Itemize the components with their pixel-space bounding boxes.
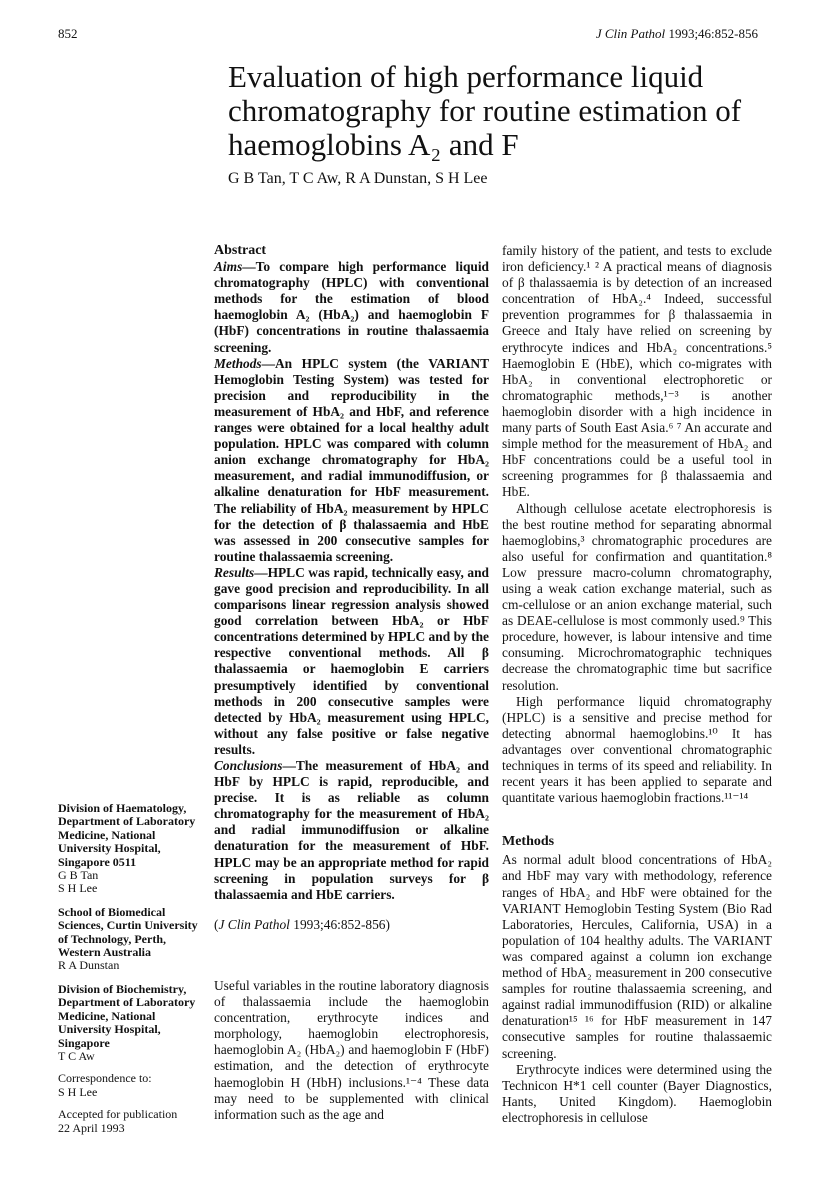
right-column [502,243,772,1126]
aims-label: Aims [214,259,243,275]
methods-paragraph-2: Erythrocyte indices were determined using the Technicon H*1 cell counter (Bayer Diagnostics, Hants, United Kingdom). Haemoglobin electrophoresis in cellulose [502,1061,772,1125]
abstract-methods [214,356,489,565]
accepted-note [58,1108,208,1135]
abstract-heading: Abstract [214,243,267,258]
right-paragraph-2: Although cellulose acetate electrophoresis is the best routine method for separating abnormal haemoglobins,³ chromatographic procedures are also useful for confirmation and quantitation.⁸ Low pressure macro-column chromatography, using a weak cation exchange material, such as cm-cellulose or an anion exchange material, such as DEAE-cellulose is most commonly used.⁹ This procedure, however, is labour intensive and time consuming. Microchromatographic techniques decrease the chromatographic time but sacrifice resolution. [502,500,772,693]
affiliation-2-name: R A Dunstan [58,958,120,973]
affiliation-1-institution: Division of Haematology, Department of Laboratory Medicine, National University Hospital, Singapore 0511 [58,801,196,869]
affiliation-1 [58,802,208,896]
introduction-section [214,978,489,1123]
affiliation-3-institution: Division of Biochemistry, Department of Laboratory Medicine, National University Hospital, Singapore [58,981,196,1050]
affiliation-3 [58,983,208,1063]
abstract-section [214,243,489,933]
affiliation-2-institution: School of Biomedical Sciences, Curtin University of Technology, Perth, Western Australia [58,904,198,960]
conclusions-text: —The measurement of HbA₂ and HbF by HPLC is rapid, reproducible, and precise. It is as reliable as column chromatography for the measurement of HbA₂ and radial immunodiffusion or alkaline denaturation for the measurement of HbF. HPLC may be an appropriate method for rapid screening in population surveys for β thalassaemia and HbE carriers. [214,758,489,902]
running-head [596,26,758,42]
aims-text: —To compare high performance liquid chromatography (HPLC) with conventional methods for the estimation of blood haemoglobin A₂ (HbA₂) and haemoglobin F (HbF) concentrations in routine thalassaemia screening. [214,259,489,355]
right-paragraph-1: family history of the patient, and tests to exclude iron deficiency.¹ ² A practical means of diagnosis of β thalassaemia is by detection of an increased concentration of HbA₂.⁴ Indeed, successful prevention programmes for β thalassaemia in Greece and Italy have relied on screening by erythrocyte indices and HbA₂ concentrations.⁵ Haemoglobin E (HbE), which co-migrates with HbA₂ in conventional electrophoretic or chromatographic methods,¹⁻³ is another haemoglobin disorder with a high incidence in many parts of South East Asia.⁶ ⁷ An accurate and simple method for the measurement of HbA₂ and HbF concentrations could be a useful tool in screening programmes for β thalassaemia and HbE. [502,243,772,500]
affiliation-1-name: G B Tan [58,868,99,883]
accepted-date: 22 April 1993 [58,1120,125,1135]
methods-paragraph-1: As normal adult blood concentrations of HbA₂ and HbF may vary with methodology, reference ranges of HbA₂ and HbF were obtained for the VARIANT Hemoglobin Testing System (Bio Rad Laboratories, Hercules, California, USA) in a population of 104 healthy adults. The VARIANT was compared against a column ion exchange method of HbA₂ measurement in 200 consecutive samples for routine thalassaemia screening, and against radial immunodiffusion (RID) or alkaline denaturation¹⁵ ¹⁶ for HbF measurement in 147 consecutive samples for routine thalassaemic screening. [502,852,772,1061]
page-number: 852 [58,26,78,41]
accepted-label: Accepted for publication [58,1107,178,1122]
affiliation-3-name: T C Aw [58,1048,95,1063]
affiliation-2 [58,906,208,973]
affiliations-sidebar [58,802,208,1135]
methods-label: Methods [214,355,262,371]
conclusions-label: Conclusions [214,758,283,773]
abstract-aims [214,259,489,356]
abstract-results [214,565,489,758]
journal-name: J Clin Pathol [595,26,666,41]
journal-citation: 1993;46:852-856 [668,26,758,41]
intro-paragraph-1: Useful variables in the routine laboratory diagnosis of thalassaemia include the haemoglobin concentration, erythrocyte indices and morphology, haemoglobin electrophoresis, haemoglobin A₂ (HbA₂) and haemoglobin F (HbF) estimation, and the detection of erythrocyte haemoglobin H (HbH) inclusions.¹⁻⁴ These data may need to be supplemented with clinical information such as the age and [214,978,489,1122]
correspondence-name: S H Lee [58,1084,98,1099]
methods-text: —An HPLC system (the VARIANT Hemoglobin Testing System) was tested for precision and reproducibility in the measurement of HbA₂ and HbF, and reference ranges were obtained for a local healthy adult population. HPLC was compared with column anion exchange chromatography for HbA₂ measurement, and radial immunodiffusion, or alkaline denaturation for HbF measurement. The reliability of HbA₂ measurement by HPLC for the detection of β thalassaemia and HbE was assessed in 200 consecutive samples for routine thalassaemia screening. [214,355,489,564]
abstract-citation: (J Clin Pathol 1993;46:852-856) [214,916,390,932]
correspondence [58,1072,208,1099]
citation-journal: J Clin Pathol [218,916,290,932]
citation-ref: 1993;46:852-856 [293,916,386,932]
methods-heading: Methods [502,834,555,850]
author-list: G B Tan, T C Aw, R A Dunstan, S H Lee [228,170,488,187]
right-paragraph-3: High performance liquid chromatography (HPLC) is a sensitive and precise method for detecting abnormal haemoglobins.¹⁰ It has advantages over conventional chromatographic techniques in terms of its speed and reliability. In recent years it has been applied to separate and quantitate various haemoglobin fractions.¹¹⁻¹⁴ [502,693,772,806]
abstract-conclusions [214,758,489,903]
correspondence-label: Correspondence to: [58,1071,152,1086]
affiliation-1-name: S H Lee [58,881,98,896]
article-title: Evaluation of high performance liquid chromatography for routine estimation of haemoglobins A₂ and F [228,59,742,162]
results-text: —HPLC was rapid, technically easy, and gave good precision and reproducibility. In all comparisons linear regression analysis showed good correlation between HbA₂ or HbF concentrations determined by HPLC and by the respective conventional methods. All β thalassaemia or haemoglobin E carriers presumptively identified by conventional methods in 200 consecutive samples were detected by HbA₂ measurement using HPLC, without any false positive or false negative results. [214,564,489,757]
results-label: Results [214,564,255,580]
